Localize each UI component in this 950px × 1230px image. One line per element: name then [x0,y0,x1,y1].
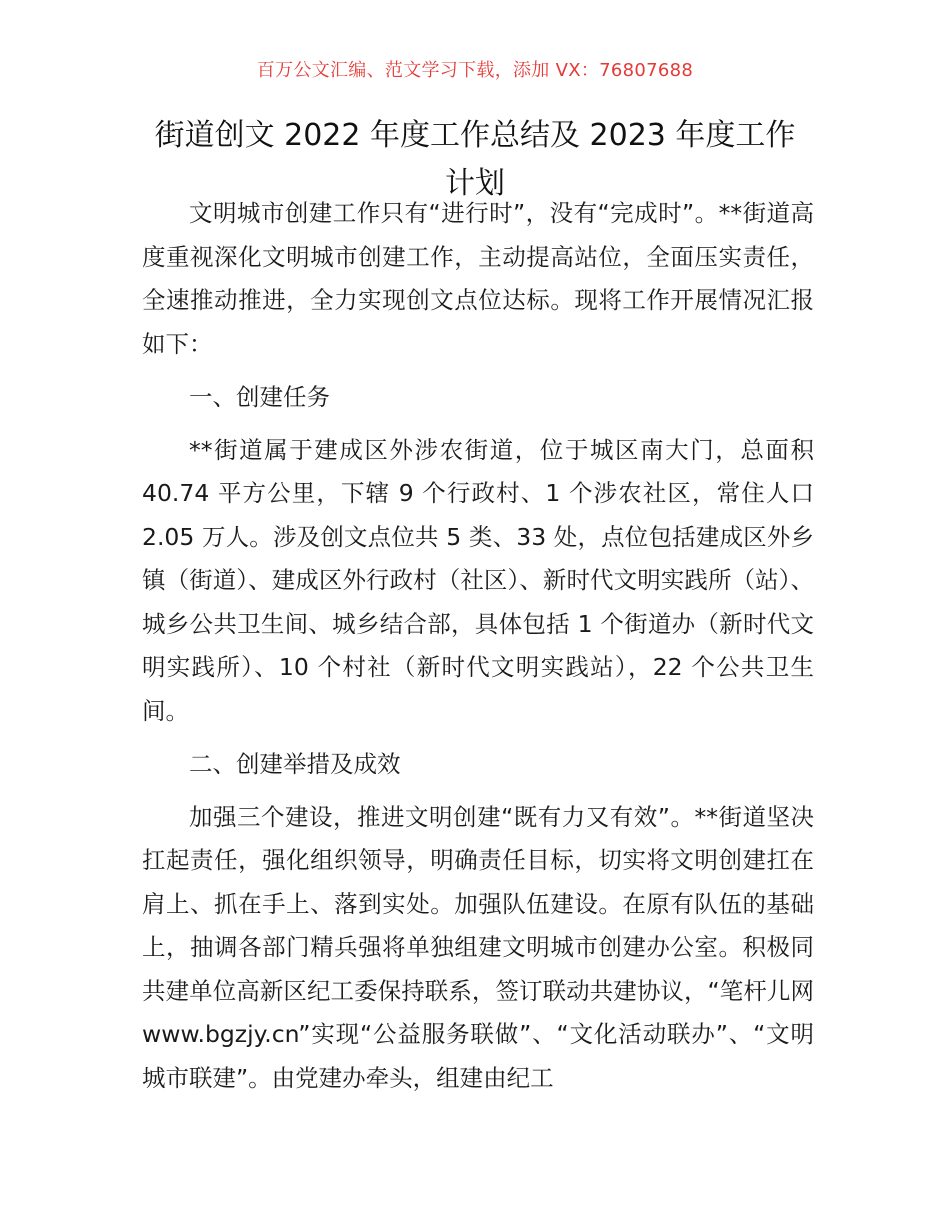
title-line-2: 计划 [445,166,505,201]
task-paragraph: **街道属于建成区外涉农街道，位于城区南大门，总面积 40.74 平方公里，下辖 9 个行政村、1 个涉农社区，常住人口 2.05 万人。涉及创文点位共 5 类、33 处，点位包括建成区外乡镇（街道）、建成区外行政村（社区）、新时代文明实践所（站）、城乡公共卫生间、城乡结合部，具体包括 1 个街道办（新时代文明实践所）、10 个村社（新时代文明实践站），22 个公共卫生间。 [142,435,814,725]
intro-paragraph: 文明城市创建工作只有“进行时”，没有“完成时”。**街道高度重视深化文明城市创建工作，主动提高站位，全面压实责任，全速推动推进，全力实现创文点位达标。现将工作开展情况汇报如下： [142,199,814,358]
title-line-1: 街道创文 2022 年度工作总结及 2023 年度工作 [154,118,796,153]
section-heading-2: 二、创建举措及成效 [189,750,401,778]
watermark-banner: 百万公文汇编、范文学习下载，添加 VX：76807688 [256,60,694,81]
document-body [142,192,814,1100]
measures-paragraph: 加强三个建设，推进文明创建“既有力又有效”。**街道坚决扛起责任，强化组织领导，明确责任目标，切实将文明创建扛在肩上、抓在手上、落到实处。加强队伍建设。在原有队伍的基础上，抽调各部门精兵强将单独组建文明城市创建办公室。积极同共建单位高新区纪工委保持联系，签订联动共建协议，“笔杆儿网 www.bgzjy.cn”实现“公益服务联做”、“文化活动联办”、“文明城市联建”。由党建办牵头，组建由纪工 [142,802,814,1092]
section-heading-1: 一、创建任务 [189,383,330,411]
